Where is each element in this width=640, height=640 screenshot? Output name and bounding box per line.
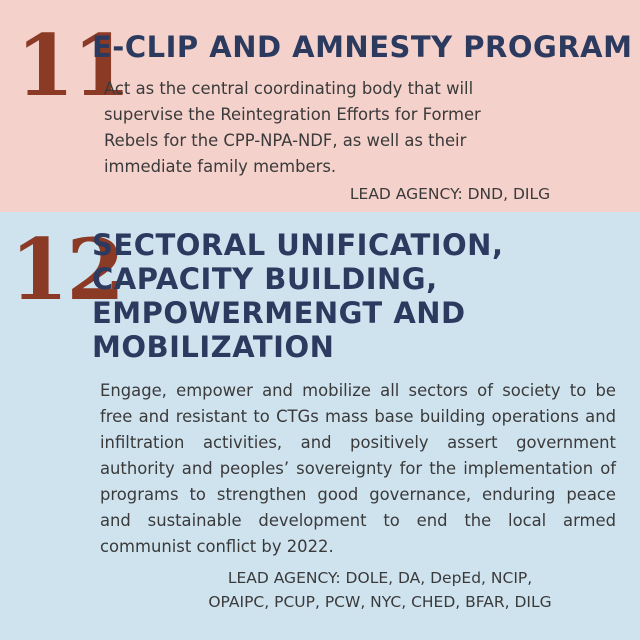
section-title-11: E-CLIP AND AMNESTY PROGRAM: [92, 30, 633, 64]
lead-agency-11: LEAD AGENCY: DND, DILG: [349, 185, 551, 203]
section-11: [0, 0, 640, 212]
section-title-12-line: SECTORAL UNIFICATION,: [92, 228, 504, 262]
lead-agency-12-line: OPAIPC, PCUP, PCW, NYC, CHED, BFAR, DILG: [208, 593, 552, 611]
section-body-12: Engage, empower and mobilize all sectors of society to be free and resistant to CTGs mass base building operations and infiltration activities, and positively assert government authority and peoples’ sovereignty for the implementation of programs to strengthen good governance, enduring peace and sustainable development to end the local armed communist conflict by 2022.: [100, 381, 616, 556]
section-title-12-line: EMPOWERMENGT AND: [92, 296, 466, 330]
lead-agency-12-line: LEAD AGENCY: DOLE, DA, DepEd, NCIP,: [227, 569, 533, 587]
lead-agency-12: [160, 566, 600, 614]
section-title-12-line: CAPACITY BUILDING,: [92, 262, 438, 296]
section-number-12-text: 12: [10, 220, 123, 319]
section-title-12: [92, 228, 503, 364]
section-title-12-line: MOBILIZATION: [92, 330, 335, 364]
section-number-11-text: 11: [16, 16, 129, 115]
section-body-11: Act as the central coordinating body that will supervise the Reintegration Efforts for Former Rebels for the CPP-NPA-NDF, as well as their immediate family members.: [104, 79, 481, 176]
section-12: [0, 212, 640, 640]
